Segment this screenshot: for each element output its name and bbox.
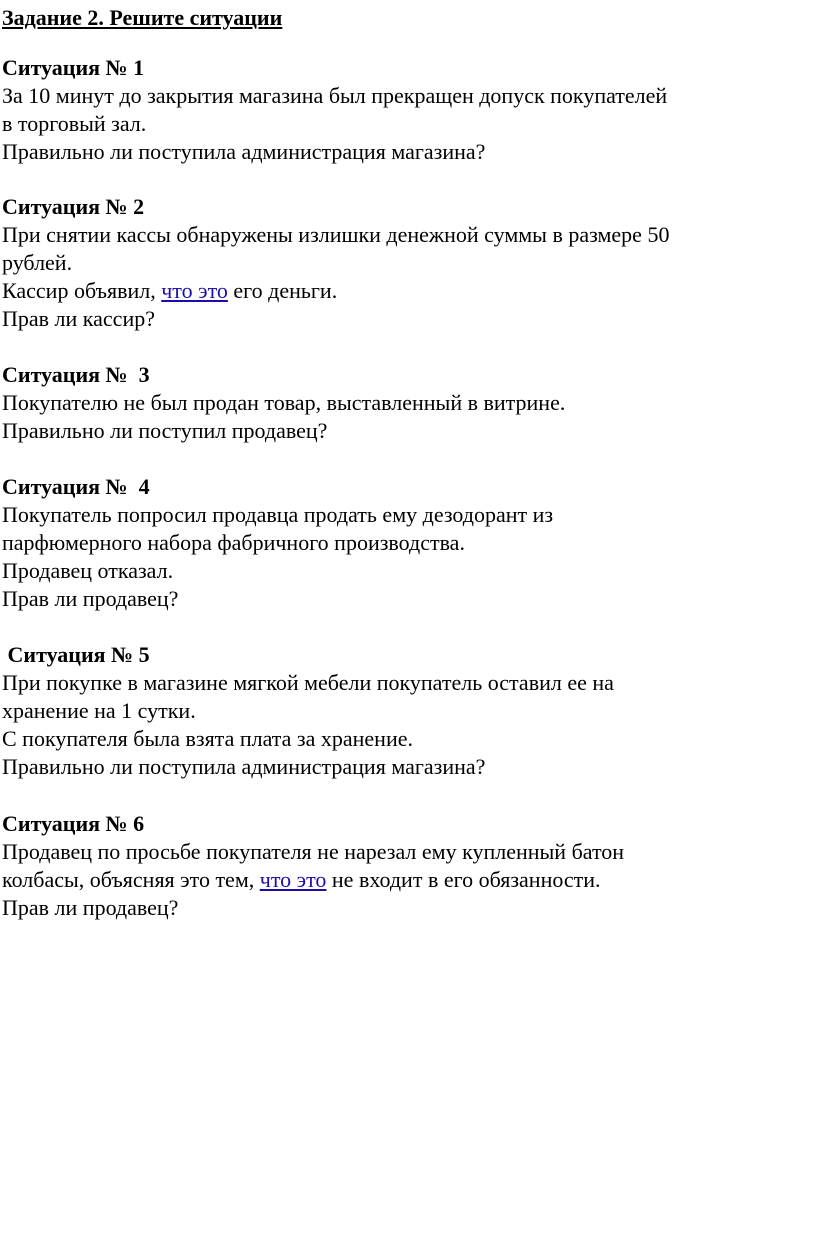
document-title: Задание 2. Решите ситуации [2,5,283,30]
situation-text-line: Продавец по просьбе покупателя не нарезал ему купленный батон [2,839,625,864]
situation-2 [2,193,802,333]
situation-4 [2,473,802,613]
text-after-link: его деньги. [227,278,338,303]
situation-heading: Ситуация № 6 [2,811,145,836]
situation-1 [2,54,802,166]
situation-6 [2,810,802,922]
situation-text-line: парфюмерного набора фабричного производства. [2,530,465,555]
situation-3 [2,361,802,445]
situation-heading: Ситуация № 2 [2,194,145,219]
situation-text-line: хранение на 1 сутки. [2,698,196,723]
situation-heading: Ситуация № 3 [2,362,150,387]
situation-text-line: Покупатель попросил продавца продать ему дезодорант из [2,502,554,527]
situation-question: Правильно ли поступил продавец? [2,418,328,443]
situation-question: Прав ли продавец? [2,586,179,611]
situation-5 [2,641,802,781]
situation-heading: Ситуация № 5 [2,642,150,667]
situation-question: Прав ли продавец? [2,895,179,920]
situation-heading: Ситуация № 1 [2,55,145,80]
situation-question: Правильно ли поступила администрация магазина? [2,139,486,164]
chto-eto-link[interactable]: что это [259,867,327,892]
situation-text-line: Продавец отказал. [2,558,174,583]
chto-eto-link[interactable]: что это [161,278,228,303]
situation-heading: Ситуация № 4 [2,474,150,499]
situation-text-line-with-link [2,277,802,305]
situation-text-line-with-link [2,866,802,894]
situation-question: Правильно ли поступила администрация магазина? [2,754,486,779]
situation-text-line: Покупателю не был продан товар, выставленный в витрине. [2,390,566,415]
text-before-link: Кассир объявил, [2,278,162,303]
situation-text-line: При покупке в магазине мягкой мебели покупатель оставил ее на [2,670,614,695]
situation-text-line: При снятии кассы обнаружены излишки денежной суммы в размере 50 [2,222,670,247]
situation-question: Прав ли кассир? [2,306,155,331]
situation-text-line: С покупателя была взята плата за хранение. [2,726,413,751]
situation-text-line: За 10 минут до закрытия магазина был прекращен допуск покупателей [2,83,668,108]
text-before-link: колбасы, объясняя это тем, [2,867,260,892]
situation-text-line: рублей. [2,250,73,275]
situation-text-line: в торговый зал. [2,111,147,136]
text-after-link: не входит в его обязанности. [326,867,601,892]
